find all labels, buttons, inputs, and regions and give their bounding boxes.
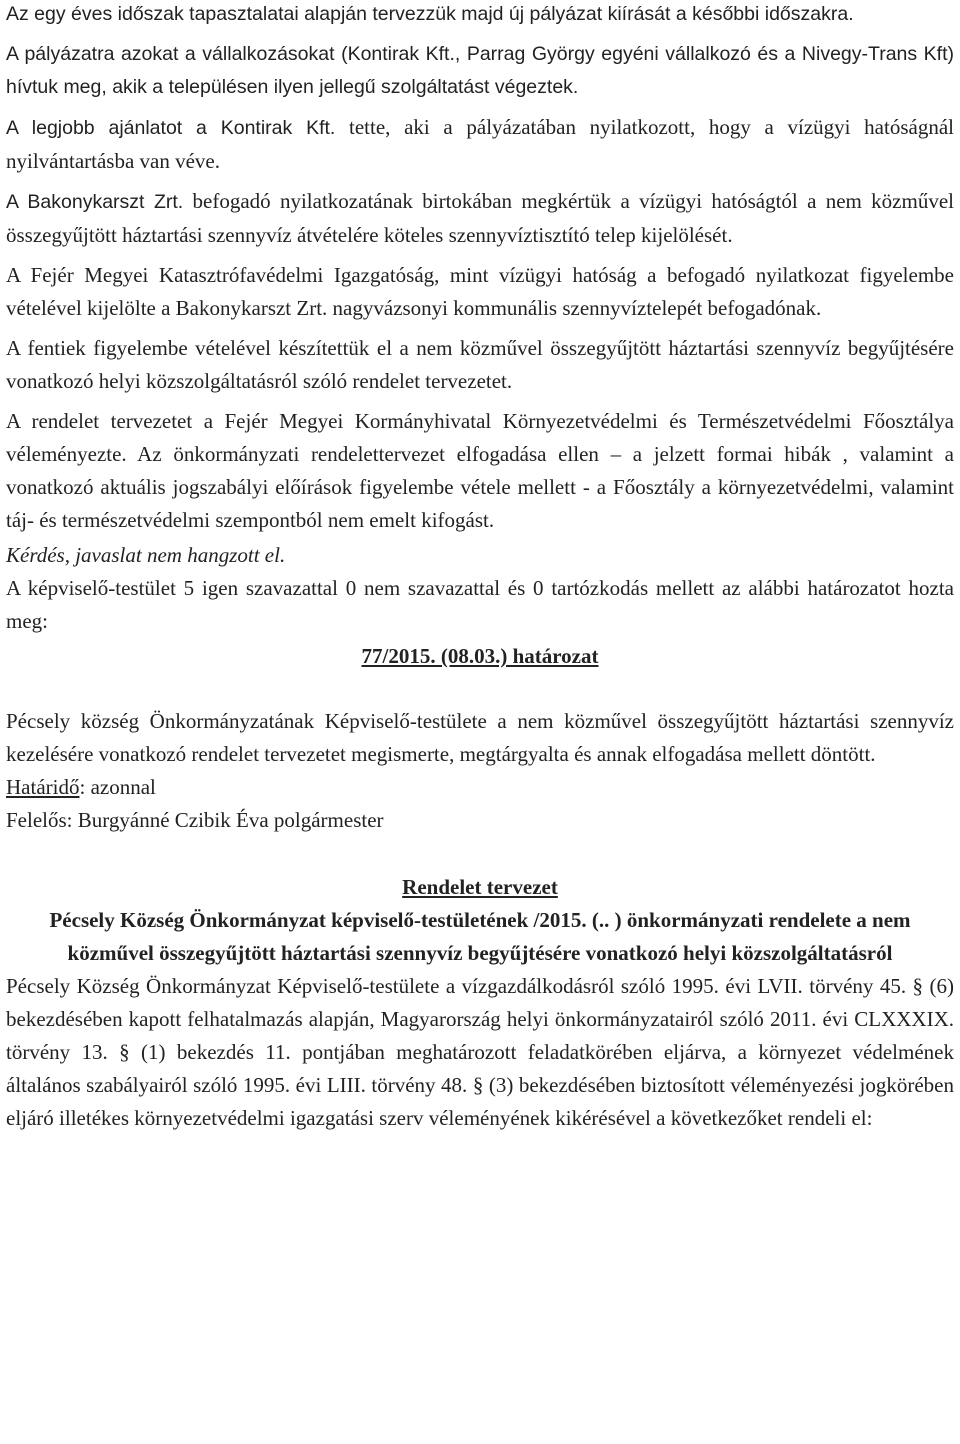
paragraph-4-lead: A Bakonykarszt Zrt. — [6, 191, 184, 213]
resolution-title: 77/2015. (08.03.) határozat — [361, 644, 599, 668]
paragraph-3-rest: tette, aki a pályázatában nyilatkozott, hogy a vízügyi hatóságnál nyilvántartásba van véve. — [6, 115, 954, 173]
paragraph-7: A rendelet tervezetet a Fejér Megyei Kormányhivatal Környezetvédelmi és Természetvédelmi Főosztálya véleményezte. Az önkormányzati rendelettervezet elfogadása ellen – a jelzett formai hibák , valamint a vonatkozó aktuális jogszabályi előírások figyelembe vétele mellett - a Főosztály a környezetvédelmi, valamint táj- és természetvédelmi szempontból nem emelt kifogást. — [6, 409, 954, 532]
paragraph-9: A képviselő-testület 5 igen szavazattal 0 nem szavazattal és 0 tartózkodás mellett az alábbi határozatot hozta meg: — [6, 576, 954, 633]
resolution-body: Pécsely község Önkormányzatának Képviselő-testülete a nem közművel összegyűjtött háztartási szennyvíz kezelésére vonatkozó rendelet tervezetet megismerte, megtárgyalta és annak elfogadása mellett döntött. — [6, 709, 954, 766]
paragraph-5: A Fejér Megyei Katasztrófavédelmi Igazgatóság, mint vízügyi hatóság a befogadó nyilatkozat figyelembe vételével kijelölte a Bakonykarszt Zrt. nagyvázsonyi kommunális szennyvíztelepét befogadónak. — [6, 263, 954, 320]
decree-heading: Rendelet tervezet — [402, 875, 558, 899]
paragraph-3-lead: A legjobb ajánlatot a Kontirak Kft. — [6, 117, 336, 139]
paragraph-3 — [6, 111, 954, 178]
decree-preamble: Pécsely Község Önkormányzat Képviselő-testülete a vízgazdálkodásról szóló 1995. évi LVII. törvény 45. § (6) bekezdésében kapott felhatalmazás alapján, Magyarország helyi önkormányzatairól szóló 2011. évi CLXXXIX. törvény 13. § (1) bekezdés 11. pontjában meghatározott feladatkörében eljárva, a környezet védelmének általános szabályairól szóló 1995. évi LIII. törvény 48. § (3) bekezdésében biztosított véleményezési jogkörében eljáró illetékes környezetvédelmi igazgatási szerv véleményének kikérésével a következőket rendeli el: — [6, 974, 954, 1130]
decree-title: Pécsely Község Önkormányzat képviselő-testületének /2015. (.. ) önkormányzati rendelete a nem közművel összegyűjtött háztartási szennyvíz begyűjtésére vonatkozó helyi közszolgáltatásról — [49, 908, 911, 965]
paragraph-6: A fentiek figyelembe vételével készítettük el a nem közművel összegyűjtött háztartási szennyvíz begyűjtésére vonatkozó helyi közszolgáltatásról szóló rendelet tervezetet. — [6, 336, 954, 393]
paragraph-4 — [6, 185, 954, 252]
paragraph-2: A pályázatra azokat a vállalkozásokat (Kontirak Kft., Parrag György egyéni vállalkozó és a Nivegy-Trans Kft) hívtuk meg, akik a településen ilyen jellegű szolgáltatást végeztek. — [6, 43, 954, 98]
resolution-deadline — [6, 771, 954, 804]
deadline-value: : azonnal — [79, 775, 156, 799]
resolution-responsible: Felelős: Burgyánné Czibik Éva polgármester — [6, 808, 384, 832]
paragraph-1: Az egy éves időszak tapasztalatai alapján tervezzük majd új pályázat kiírását a későbbi időszakra. — [6, 3, 854, 25]
paragraph-4-rest: befogadó nyilatkozatának birtokában megkértük a vízügyi hatóságtól a nem közművel összegyűjtött háztartási szennyvíz átvételére köteles szennyvíztisztító telep kijelölését. — [6, 189, 954, 247]
paragraph-8: Kérdés, javaslat nem hangzott el. — [6, 543, 286, 567]
deadline-label: Határidő — [6, 775, 80, 799]
